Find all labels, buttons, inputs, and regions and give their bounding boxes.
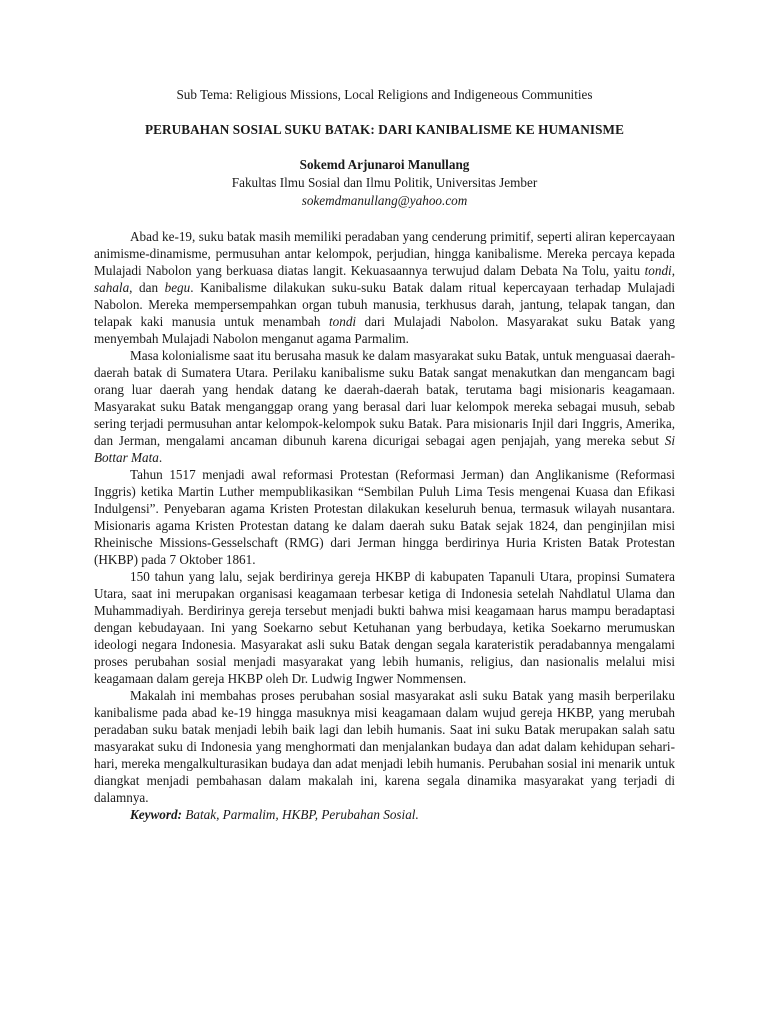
author-affiliation: Fakultas Ilmu Sosial dan Ilmu Politik, Universitas Jember	[231, 175, 538, 190]
author-email: sokemdmanullang@yahoo.com	[301, 193, 468, 208]
keyword-label: Keyword:	[130, 807, 183, 822]
sub-theme: Sub Tema: Religious Missions, Local Religions and Indigeneous Communities	[176, 87, 593, 102]
keywords	[94, 806, 675, 823]
abstract	[94, 228, 675, 823]
paper-title: PERUBAHAN SOSIAL SUKU BATAK: DARI KANIBALISME KE HUMANISME	[144, 122, 625, 137]
paragraph-4: 150 tahun yang lalu, sejak berdirinya gereja HKBP di kabupaten Tapanuli Utara, propinsi Sumatera Utara, saat ini merupakan organisasi keagamaan terbesar ketiga di Indonesia setelah Nahdlatul Ulama dan Muhammadiyah. Berdirinya gereja tersebut menjadi bukti bahwa misi keagamaan harus mampu beradaptasi dengan kebudayaan. Ini yang Soekarno sebut Ketuhanan yang berbudaya, ketika Soekarno merumuskan ideologi negara Indonesia. Masyarakat asli suku Batak dengan segala karateristik peradabannya mengalami proses perubahan sosial menjadi masyarakat yang lebih humanis, religius, dan nasionalis melalui misi keagamaan dalam gereja HKBP oleh Dr. Ludwig Ingwer Nommensen.	[94, 569, 675, 686]
paragraph-5: Makalah ini membahas proses perubahan sosial masyarakat asli suku Batak yang masih berperilaku kanibalisme pada abad ke-19 hingga masuknya misi keagamaan dalam wujud gereja HKBP, yang merubah peradaban suku batak menjadi lebih baik lagi dan lebih humanis. Saat ini suku Batak merupakan salah satu masyarakat suku di Indonesia yang menghormati dan menjalankan budaya dan adat dalam kehidupan sehari-hari, mereka mengalkulturasikan budaya dan adat menjadi lebih humanis. Perubahan sosial ini menarik untuk diangkat menjadi pembahasan dalam makalah ini, karena segala dinamika masyarakat yang terjadi di dalamnya.	[94, 688, 675, 805]
paragraph-3: Tahun 1517 menjadi awal reformasi Protestan (Reformasi Jerman) dan Anglikanisme (Reformasi Inggris) ketika Martin Luther mempublikasikan “Sembilan Puluh Lima Tesis mengenai Kuasa dan Efikasi Indulgensi”. Penyebaran agama Kristen Protestan dilakukan keseluruh benua, termasuk wilayah nusantara. Misionaris agama Kristen Protestan datang ke dalam daerah suku Batak sejak 1824, dan penginjilan misi Rheinische Missions-Gesselschaft (RMG) dari Jerman hingga berdirinya Huria Kristen Batak Protestan (HKBP) pada 7 Oktober 1861.	[94, 467, 675, 567]
paragraph-1: Abad ke-19, suku batak masih memiliki peradaban yang cenderung primitif, seperti aliran kepercayaan animisme-dinamisme, permusuhan antar kelompok, perjudian, hingga kanibalisme. Mereka percaya kepada Mulajadi Nabolon yang berkuasa diatas langit. Kekuasaannya terwujud dalam Debata Na Tolu, yaitu tondi, sahala, dan begu. Kanibalisme dilakukan suku-suku Batak dalam ritual kepercayaan terhadap Mulajadi Nabolon. Mereka mempersempahkan organ tubuh manusia, terkhusus darah, jantung, telapak tangan, dan telapak kaki manusia untuk menambah tondi dari Mulajadi Nabolon. Masyarakat suku Batak yang menyembah Mulajadi Nabolon menganut agama Parmalim.	[94, 229, 675, 346]
keyword-list: Batak, Parmalim, HKBP, Perubahan Sosial.	[182, 807, 419, 822]
author-name: Sokemd Arjunaroi Manullang	[299, 157, 470, 172]
paragraph-2: Masa kolonialisme saat itu berusaha masuk ke dalam masyarakat suku Batak, untuk menguasai daerah-daerah batak di Sumatera Utara. Perilaku kanibalisme suku Batak sangat menakutkan dan mengancam bagi orang luar daerah yang hendak datang ke daerah-daerah batak, terutama bagi misionaris keagamaan. Masyarakat suku Batak menganggap orang yang berasal dari luar kelompok mereka sebagai musuh, sebab sering terjadi permusuhan antar kelompok-kelompok suku Batak. Para misionaris Injil dari Inggris, Amerika, dan Jerman, mengalami ancaman dibunuh karena dicurigai sebagai agen penjajah, yang mereka sebut Si Bottar Mata.	[94, 348, 675, 465]
